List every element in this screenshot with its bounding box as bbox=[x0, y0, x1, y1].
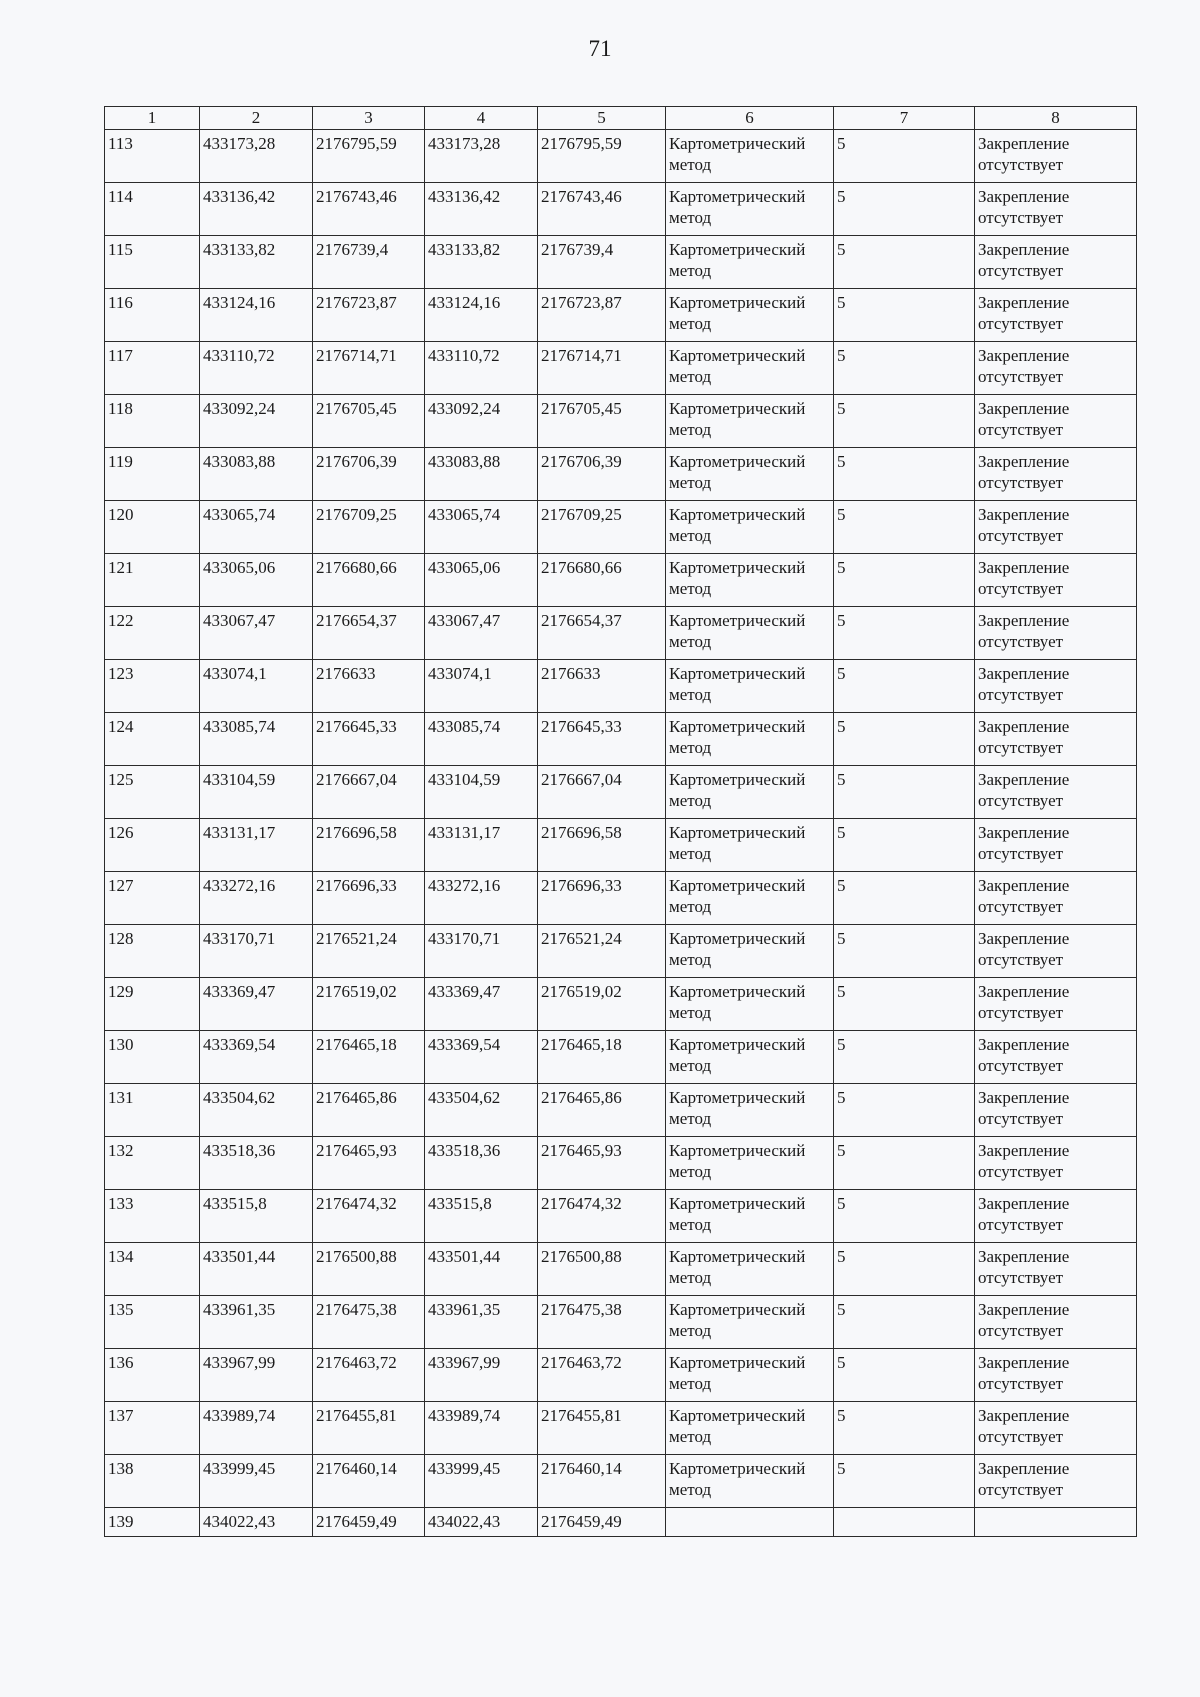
y-new-cell: 2176474,32 bbox=[538, 1190, 666, 1243]
x-new-cell: 433501,44 bbox=[425, 1243, 538, 1296]
x-old-cell: 433092,24 bbox=[200, 395, 313, 448]
x-new-cell: 433504,62 bbox=[425, 1084, 538, 1137]
y-new-cell: 2176459,49 bbox=[538, 1508, 666, 1537]
fixing-description-cell: Закрепление отсутствует bbox=[975, 819, 1137, 872]
fixing-description-cell: Закрепление отсутствует bbox=[975, 1243, 1137, 1296]
x-old-cell: 433967,99 bbox=[200, 1349, 313, 1402]
fixing-description-cell: Закрепление отсутствует bbox=[975, 289, 1137, 342]
x-old-cell: 433369,47 bbox=[200, 978, 313, 1031]
method-cell: Картометрический метод bbox=[666, 130, 834, 183]
column-header-7: 7 bbox=[834, 107, 975, 130]
y-old-cell: 2176739,4 bbox=[313, 236, 425, 289]
fixing-description-cell: Закрепление отсутствует bbox=[975, 448, 1137, 501]
method-cell: Картометрический метод bbox=[666, 1190, 834, 1243]
accuracy-cell: 5 bbox=[834, 1031, 975, 1084]
point-number-cell: 129 bbox=[105, 978, 200, 1031]
x-new-cell: 433136,42 bbox=[425, 183, 538, 236]
x-old-cell: 433170,71 bbox=[200, 925, 313, 978]
fixing-description-cell: Закрепление отсутствует bbox=[975, 342, 1137, 395]
point-number-cell: 130 bbox=[105, 1031, 200, 1084]
accuracy-cell: 5 bbox=[834, 872, 975, 925]
table-row bbox=[105, 1084, 1137, 1137]
accuracy-cell: 5 bbox=[834, 342, 975, 395]
fixing-description-cell: Закрепление отсутствует bbox=[975, 660, 1137, 713]
column-header-8: 8 bbox=[975, 107, 1137, 130]
method-cell: Картометрический метод bbox=[666, 978, 834, 1031]
y-old-cell: 2176474,32 bbox=[313, 1190, 425, 1243]
accuracy-cell: 5 bbox=[834, 925, 975, 978]
point-number-cell: 128 bbox=[105, 925, 200, 978]
x-new-cell: 433173,28 bbox=[425, 130, 538, 183]
table-row bbox=[105, 183, 1137, 236]
y-new-cell: 2176500,88 bbox=[538, 1243, 666, 1296]
y-new-cell: 2176465,86 bbox=[538, 1084, 666, 1137]
y-old-cell: 2176696,58 bbox=[313, 819, 425, 872]
coordinates-table bbox=[104, 106, 1137, 1537]
method-cell: Картометрический метод bbox=[666, 660, 834, 713]
accuracy-cell: 5 bbox=[834, 183, 975, 236]
table-row bbox=[105, 766, 1137, 819]
x-new-cell: 433967,99 bbox=[425, 1349, 538, 1402]
accuracy-cell: 5 bbox=[834, 130, 975, 183]
method-cell: Картометрический метод bbox=[666, 1137, 834, 1190]
method-cell: Картометрический метод bbox=[666, 554, 834, 607]
point-number-cell: 139 bbox=[105, 1508, 200, 1537]
fixing-description-cell: Закрепление отсутствует bbox=[975, 1084, 1137, 1137]
table-row bbox=[105, 130, 1137, 183]
y-new-cell: 2176696,58 bbox=[538, 819, 666, 872]
x-old-cell: 433272,16 bbox=[200, 872, 313, 925]
point-number-cell: 127 bbox=[105, 872, 200, 925]
y-old-cell: 2176709,25 bbox=[313, 501, 425, 554]
point-number-cell: 136 bbox=[105, 1349, 200, 1402]
point-number-cell: 131 bbox=[105, 1084, 200, 1137]
x-new-cell: 433272,16 bbox=[425, 872, 538, 925]
fixing-description-cell: Закрепление отсутствует bbox=[975, 1137, 1137, 1190]
y-old-cell: 2176459,49 bbox=[313, 1508, 425, 1537]
fixing-description-cell: Закрепление отсутствует bbox=[975, 554, 1137, 607]
method-cell: Картометрический метод bbox=[666, 448, 834, 501]
x-old-cell: 433104,59 bbox=[200, 766, 313, 819]
x-new-cell: 433518,36 bbox=[425, 1137, 538, 1190]
table-body bbox=[105, 130, 1137, 1537]
method-cell: Картометрический метод bbox=[666, 872, 834, 925]
point-number-cell: 119 bbox=[105, 448, 200, 501]
point-number-cell: 124 bbox=[105, 713, 200, 766]
table-row bbox=[105, 1349, 1137, 1402]
x-new-cell: 433369,54 bbox=[425, 1031, 538, 1084]
accuracy-cell: 5 bbox=[834, 978, 975, 1031]
accuracy-cell bbox=[834, 1508, 975, 1537]
point-number-cell: 120 bbox=[105, 501, 200, 554]
point-number-cell: 135 bbox=[105, 1296, 200, 1349]
y-old-cell: 2176465,18 bbox=[313, 1031, 425, 1084]
method-cell: Картометрический метод bbox=[666, 289, 834, 342]
x-old-cell: 433369,54 bbox=[200, 1031, 313, 1084]
fixing-description-cell: Закрепление отсутствует bbox=[975, 872, 1137, 925]
table-row bbox=[105, 1402, 1137, 1455]
fixing-description-cell: Закрепление отсутствует bbox=[975, 978, 1137, 1031]
y-old-cell: 2176645,33 bbox=[313, 713, 425, 766]
table-row bbox=[105, 448, 1137, 501]
x-new-cell: 433170,71 bbox=[425, 925, 538, 978]
fixing-description-cell: Закрепление отсутствует bbox=[975, 1296, 1137, 1349]
y-old-cell: 2176743,46 bbox=[313, 183, 425, 236]
point-number-cell: 132 bbox=[105, 1137, 200, 1190]
accuracy-cell: 5 bbox=[834, 554, 975, 607]
x-old-cell: 433501,44 bbox=[200, 1243, 313, 1296]
accuracy-cell: 5 bbox=[834, 236, 975, 289]
table-row bbox=[105, 1243, 1137, 1296]
fixing-description-cell: Закрепление отсутствует bbox=[975, 607, 1137, 660]
y-old-cell: 2176465,93 bbox=[313, 1137, 425, 1190]
y-old-cell: 2176723,87 bbox=[313, 289, 425, 342]
fixing-description-cell: Закрепление отсутствует bbox=[975, 713, 1137, 766]
y-old-cell: 2176714,71 bbox=[313, 342, 425, 395]
method-cell: Картометрический метод bbox=[666, 819, 834, 872]
y-old-cell: 2176667,04 bbox=[313, 766, 425, 819]
point-number-cell: 121 bbox=[105, 554, 200, 607]
x-old-cell: 433518,36 bbox=[200, 1137, 313, 1190]
y-old-cell: 2176521,24 bbox=[313, 925, 425, 978]
y-new-cell: 2176455,81 bbox=[538, 1402, 666, 1455]
accuracy-cell: 5 bbox=[834, 819, 975, 872]
table-row bbox=[105, 925, 1137, 978]
column-header-2: 2 bbox=[200, 107, 313, 130]
method-cell: Картометрический метод bbox=[666, 1084, 834, 1137]
method-cell: Картометрический метод bbox=[666, 395, 834, 448]
point-number-cell: 122 bbox=[105, 607, 200, 660]
fixing-description-cell: Закрепление отсутствует bbox=[975, 130, 1137, 183]
accuracy-cell: 5 bbox=[834, 713, 975, 766]
x-new-cell: 433999,45 bbox=[425, 1455, 538, 1508]
fixing-description-cell: Закрепление отсутствует bbox=[975, 1455, 1137, 1508]
y-new-cell: 2176519,02 bbox=[538, 978, 666, 1031]
method-cell: Картометрический метод bbox=[666, 1349, 834, 1402]
method-cell: Картометрический метод bbox=[666, 1455, 834, 1508]
method-cell: Картометрический метод bbox=[666, 713, 834, 766]
y-old-cell: 2176455,81 bbox=[313, 1402, 425, 1455]
x-new-cell: 433074,1 bbox=[425, 660, 538, 713]
x-new-cell: 433083,88 bbox=[425, 448, 538, 501]
point-number-cell: 123 bbox=[105, 660, 200, 713]
column-header-5: 5 bbox=[538, 107, 666, 130]
y-new-cell: 2176680,66 bbox=[538, 554, 666, 607]
y-old-cell: 2176475,38 bbox=[313, 1296, 425, 1349]
accuracy-cell: 5 bbox=[834, 501, 975, 554]
y-new-cell: 2176645,33 bbox=[538, 713, 666, 766]
table-row bbox=[105, 501, 1137, 554]
method-cell: Картометрический метод bbox=[666, 1296, 834, 1349]
y-new-cell: 2176795,59 bbox=[538, 130, 666, 183]
method-cell: Картометрический метод bbox=[666, 607, 834, 660]
x-old-cell: 433074,1 bbox=[200, 660, 313, 713]
x-old-cell: 433083,88 bbox=[200, 448, 313, 501]
point-number-cell: 134 bbox=[105, 1243, 200, 1296]
y-new-cell: 2176460,14 bbox=[538, 1455, 666, 1508]
y-new-cell: 2176705,45 bbox=[538, 395, 666, 448]
table-row bbox=[105, 819, 1137, 872]
x-new-cell: 433110,72 bbox=[425, 342, 538, 395]
y-new-cell: 2176714,71 bbox=[538, 342, 666, 395]
accuracy-cell: 5 bbox=[834, 1084, 975, 1137]
fixing-description-cell: Закрепление отсутствует bbox=[975, 1402, 1137, 1455]
y-new-cell: 2176475,38 bbox=[538, 1296, 666, 1349]
point-number-cell: 116 bbox=[105, 289, 200, 342]
x-new-cell: 433092,24 bbox=[425, 395, 538, 448]
y-new-cell: 2176696,33 bbox=[538, 872, 666, 925]
y-old-cell: 2176465,86 bbox=[313, 1084, 425, 1137]
table-row bbox=[105, 1296, 1137, 1349]
x-new-cell: 433065,06 bbox=[425, 554, 538, 607]
point-number-cell: 137 bbox=[105, 1402, 200, 1455]
x-new-cell: 433085,74 bbox=[425, 713, 538, 766]
x-old-cell: 434022,43 bbox=[200, 1508, 313, 1537]
fixing-description-cell: Закрепление отсутствует bbox=[975, 925, 1137, 978]
x-old-cell: 433110,72 bbox=[200, 342, 313, 395]
method-cell: Картометрический метод bbox=[666, 1243, 834, 1296]
accuracy-cell: 5 bbox=[834, 289, 975, 342]
table-row bbox=[105, 395, 1137, 448]
table-row bbox=[105, 289, 1137, 342]
table-row bbox=[105, 1455, 1137, 1508]
column-header-1: 1 bbox=[105, 107, 200, 130]
method-cell: Картометрический метод bbox=[666, 925, 834, 978]
x-old-cell: 433999,45 bbox=[200, 1455, 313, 1508]
table-row bbox=[105, 554, 1137, 607]
y-new-cell: 2176465,93 bbox=[538, 1137, 666, 1190]
x-old-cell: 433133,82 bbox=[200, 236, 313, 289]
table-row bbox=[105, 1137, 1137, 1190]
point-number-cell: 113 bbox=[105, 130, 200, 183]
table-row bbox=[105, 236, 1137, 289]
y-old-cell: 2176705,45 bbox=[313, 395, 425, 448]
point-number-cell: 118 bbox=[105, 395, 200, 448]
y-old-cell: 2176795,59 bbox=[313, 130, 425, 183]
table-row bbox=[105, 1190, 1137, 1243]
fixing-description-cell: Закрепление отсутствует bbox=[975, 236, 1137, 289]
fixing-description-cell bbox=[975, 1508, 1137, 1537]
x-new-cell: 433961,35 bbox=[425, 1296, 538, 1349]
method-cell: Картометрический метод bbox=[666, 1402, 834, 1455]
fixing-description-cell: Закрепление отсутствует bbox=[975, 1190, 1137, 1243]
y-old-cell: 2176706,39 bbox=[313, 448, 425, 501]
x-new-cell: 433989,74 bbox=[425, 1402, 538, 1455]
column-header-4: 4 bbox=[425, 107, 538, 130]
x-old-cell: 433085,74 bbox=[200, 713, 313, 766]
x-new-cell: 433104,59 bbox=[425, 766, 538, 819]
y-old-cell: 2176680,66 bbox=[313, 554, 425, 607]
x-new-cell: 433515,8 bbox=[425, 1190, 538, 1243]
accuracy-cell: 5 bbox=[834, 766, 975, 819]
accuracy-cell: 5 bbox=[834, 1137, 975, 1190]
x-new-cell: 433369,47 bbox=[425, 978, 538, 1031]
x-new-cell: 433133,82 bbox=[425, 236, 538, 289]
x-new-cell: 433067,47 bbox=[425, 607, 538, 660]
y-old-cell: 2176500,88 bbox=[313, 1243, 425, 1296]
accuracy-cell: 5 bbox=[834, 395, 975, 448]
method-cell: Картометрический метод bbox=[666, 1031, 834, 1084]
y-new-cell: 2176633 bbox=[538, 660, 666, 713]
point-number-cell: 115 bbox=[105, 236, 200, 289]
fixing-description-cell: Закрепление отсутствует bbox=[975, 183, 1137, 236]
accuracy-cell: 5 bbox=[834, 1402, 975, 1455]
y-old-cell: 2176460,14 bbox=[313, 1455, 425, 1508]
y-old-cell: 2176654,37 bbox=[313, 607, 425, 660]
fixing-description-cell: Закрепление отсутствует bbox=[975, 501, 1137, 554]
x-old-cell: 433124,16 bbox=[200, 289, 313, 342]
method-cell: Картометрический метод bbox=[666, 236, 834, 289]
fixing-description-cell: Закрепление отсутствует bbox=[975, 766, 1137, 819]
y-old-cell: 2176633 bbox=[313, 660, 425, 713]
page-number: 71 bbox=[588, 36, 612, 61]
table-row bbox=[105, 660, 1137, 713]
y-new-cell: 2176739,4 bbox=[538, 236, 666, 289]
column-header-6: 6 bbox=[666, 107, 834, 130]
point-number-cell: 117 bbox=[105, 342, 200, 395]
x-new-cell: 433131,17 bbox=[425, 819, 538, 872]
accuracy-cell: 5 bbox=[834, 1190, 975, 1243]
y-new-cell: 2176706,39 bbox=[538, 448, 666, 501]
y-new-cell: 2176667,04 bbox=[538, 766, 666, 819]
fixing-description-cell: Закрепление отсутствует bbox=[975, 395, 1137, 448]
y-old-cell: 2176696,33 bbox=[313, 872, 425, 925]
table-row bbox=[105, 872, 1137, 925]
accuracy-cell: 5 bbox=[834, 1243, 975, 1296]
method-cell: Картометрический метод bbox=[666, 183, 834, 236]
x-old-cell: 433515,8 bbox=[200, 1190, 313, 1243]
accuracy-cell: 5 bbox=[834, 1349, 975, 1402]
y-new-cell: 2176654,37 bbox=[538, 607, 666, 660]
column-header-3: 3 bbox=[313, 107, 425, 130]
x-old-cell: 433989,74 bbox=[200, 1402, 313, 1455]
point-number-cell: 133 bbox=[105, 1190, 200, 1243]
table-row bbox=[105, 1508, 1137, 1537]
table-row bbox=[105, 1031, 1137, 1084]
accuracy-cell: 5 bbox=[834, 448, 975, 501]
table-row bbox=[105, 607, 1137, 660]
point-number-cell: 138 bbox=[105, 1455, 200, 1508]
point-number-cell: 125 bbox=[105, 766, 200, 819]
point-number-cell: 114 bbox=[105, 183, 200, 236]
accuracy-cell: 5 bbox=[834, 1296, 975, 1349]
x-old-cell: 433173,28 bbox=[200, 130, 313, 183]
fixing-description-cell: Закрепление отсутствует bbox=[975, 1349, 1137, 1402]
accuracy-cell: 5 bbox=[834, 660, 975, 713]
x-old-cell: 433961,35 bbox=[200, 1296, 313, 1349]
header-row bbox=[105, 107, 1137, 130]
y-old-cell: 2176463,72 bbox=[313, 1349, 425, 1402]
x-old-cell: 433504,62 bbox=[200, 1084, 313, 1137]
y-new-cell: 2176743,46 bbox=[538, 183, 666, 236]
method-cell: Картометрический метод bbox=[666, 342, 834, 395]
accuracy-cell: 5 bbox=[834, 607, 975, 660]
x-new-cell: 433065,74 bbox=[425, 501, 538, 554]
x-old-cell: 433131,17 bbox=[200, 819, 313, 872]
x-new-cell: 434022,43 bbox=[425, 1508, 538, 1537]
x-old-cell: 433136,42 bbox=[200, 183, 313, 236]
x-new-cell: 433124,16 bbox=[425, 289, 538, 342]
x-old-cell: 433065,06 bbox=[200, 554, 313, 607]
method-cell bbox=[666, 1508, 834, 1537]
y-old-cell: 2176519,02 bbox=[313, 978, 425, 1031]
fixing-description-cell: Закрепление отсутствует bbox=[975, 1031, 1137, 1084]
point-number-cell: 126 bbox=[105, 819, 200, 872]
y-new-cell: 2176709,25 bbox=[538, 501, 666, 554]
y-new-cell: 2176723,87 bbox=[538, 289, 666, 342]
y-new-cell: 2176521,24 bbox=[538, 925, 666, 978]
x-old-cell: 433067,47 bbox=[200, 607, 313, 660]
x-old-cell: 433065,74 bbox=[200, 501, 313, 554]
y-new-cell: 2176465,18 bbox=[538, 1031, 666, 1084]
y-new-cell: 2176463,72 bbox=[538, 1349, 666, 1402]
table-row bbox=[105, 342, 1137, 395]
method-cell: Картометрический метод bbox=[666, 501, 834, 554]
accuracy-cell: 5 bbox=[834, 1455, 975, 1508]
table-row bbox=[105, 713, 1137, 766]
table-row bbox=[105, 978, 1137, 1031]
method-cell: Картометрический метод bbox=[666, 766, 834, 819]
